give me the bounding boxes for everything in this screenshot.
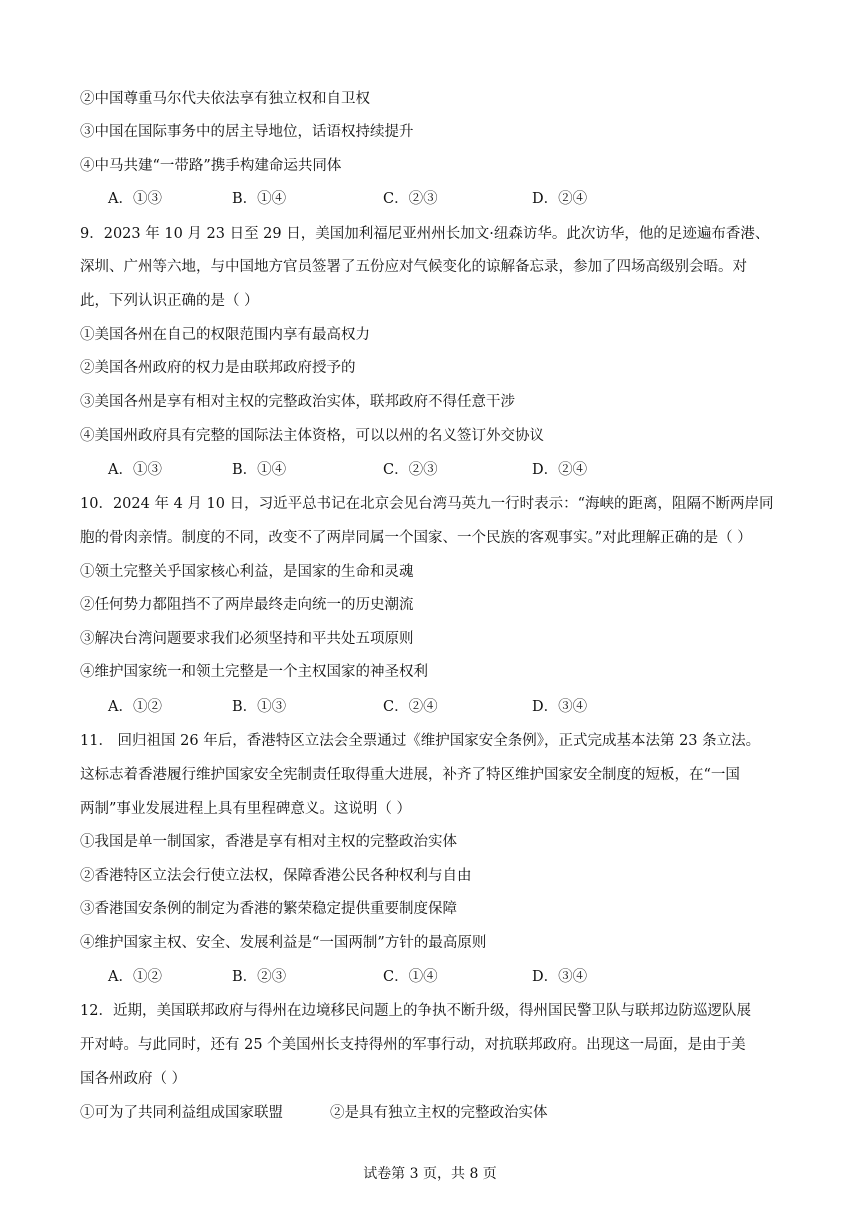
q8-option-d: D．②④ xyxy=(532,191,588,207)
q10-option-c: C．②④ xyxy=(383,699,438,715)
q12-item-2: ②是具有独立主权的完整政治实体 xyxy=(330,1105,548,1121)
q11-option-d: D．③④ xyxy=(532,969,588,985)
q8-item-3: ③中国在国际事务中的居主导地位，话语权持续提升 xyxy=(80,124,414,140)
q9-item-1: ①美国各州在自己的权限范围内享有最高权力 xyxy=(80,327,370,343)
q9-item-3: ③美国各州是享有相对主权的完整政治实体，联邦政府不得任意干涉 xyxy=(80,394,515,410)
q12-stem-line-1: 12．近期，美国联邦政府与得州在边境移民问题上的争执不断升级，得州国民警卫队与联邦边防巡逻队展 xyxy=(80,1003,751,1019)
q12-stem-line-2: 开对峙。与此同时，还有 25 个美国州长支持得州的军事行动，对抗联邦政府。出现这一局面，是由于美 xyxy=(80,1037,746,1053)
q8-option-a: A．①③ xyxy=(108,191,162,207)
q11-stem-line-1: 11． 回归祖国 26 年后，香港特区立法会全票通过《维护国家安全条例》，正式完成基本法第 23 条立法。 xyxy=(80,733,761,749)
q10-item-3: ③解决台湾问题要求我们必须坚持和平共处五项原则 xyxy=(80,631,414,647)
page-footer: 试卷第 3 页，共 8 页 xyxy=(363,1166,497,1182)
q11-stem-line-3: 两制”事业发展进程上具有里程碑意义。这说明（ ） xyxy=(80,801,412,817)
q10-option-b: B．①③ xyxy=(232,699,287,715)
q8-option-c: C．②③ xyxy=(383,191,438,207)
q9-stem-line-2: 深圳、广州等六地，与中国地方官员签署了五份应对气候变化的谅解备忘录，参加了四场高级别会晤。对 xyxy=(80,259,747,275)
q9-item-4: ④美国州政府具有完整的国际法主体资格，可以以州的名义签订外交协议 xyxy=(80,428,544,444)
q11-option-b: B．②③ xyxy=(232,969,287,985)
q9-option-d: D．②④ xyxy=(532,462,588,478)
q8-item-2: ②中国尊重马尔代夫依法享有独立权和自卫权 xyxy=(80,91,370,107)
q9-stem-line-3: 此，下列认识正确的是（ ） xyxy=(80,293,259,309)
q11-option-c: C．①④ xyxy=(383,969,438,985)
q11-option-a: A．①② xyxy=(108,969,162,985)
q10-item-2: ②任何势力都阻挡不了两岸最终走向统一的历史潮流 xyxy=(80,597,414,613)
q12-item-1: ①可为了共同利益组成国家联盟 xyxy=(80,1105,283,1121)
q11-item-3: ③香港国安条例的制定为香港的繁荣稳定提供重要制度保障 xyxy=(80,901,457,917)
q9-option-a: A．①③ xyxy=(108,462,162,478)
q10-option-a: A．①② xyxy=(108,699,162,715)
q9-option-c: C．②③ xyxy=(383,462,438,478)
q10-stem-line-1: 10．2024 年 4 月 10 日，习近平总书记在北京会见台湾马英九一行时表示：“海峡的距离，阻隔不断两岸同 xyxy=(80,496,774,512)
q11-item-1: ①我国是单一制国家，香港是享有相对主权的完整政治实体 xyxy=(80,834,457,850)
q11-item-2: ②香港特区立法会行使立法权，保障香港公民各种权利与自由 xyxy=(80,868,472,884)
q9-stem-line-1: 9．2023 年 10 月 23 日至 29 日，美国加利福尼亚州州长加文·纽森访华。此次访华，他的足迹遍布香港、 xyxy=(80,226,770,242)
q10-item-1: ①领土完整关乎国家核心利益，是国家的生命和灵魂 xyxy=(80,564,414,580)
q8-item-4: ④中马共建“一带路”携手构建命运共同体 xyxy=(80,158,342,174)
q9-option-b: B．①④ xyxy=(232,462,287,478)
q8-option-b: B．①④ xyxy=(232,191,287,207)
q9-item-2: ②美国各州政府的权力是由联邦政府授予的 xyxy=(80,360,356,376)
q10-stem-line-2: 胞的骨肉亲情。制度的不同，改变不了两岸同属一个国家、一个民族的客观事实。”对此理解正确的是（ ） xyxy=(80,530,752,546)
q10-option-d: D．③④ xyxy=(532,699,588,715)
q12-stem-line-3: 国各州政府（ ） xyxy=(80,1071,187,1087)
q11-item-4: ④维护国家主权、安全、发展利益是“一国两制”方针的最高原则 xyxy=(80,935,487,951)
q11-stem-line-2: 这标志着香港履行维护国家安全宪制责任取得重大进展，补齐了特区维护国家安全制度的短板，在“一国 xyxy=(80,767,740,783)
q10-item-4: ④维护国家统一和领土完整是一个主权国家的神圣权利 xyxy=(80,664,428,680)
